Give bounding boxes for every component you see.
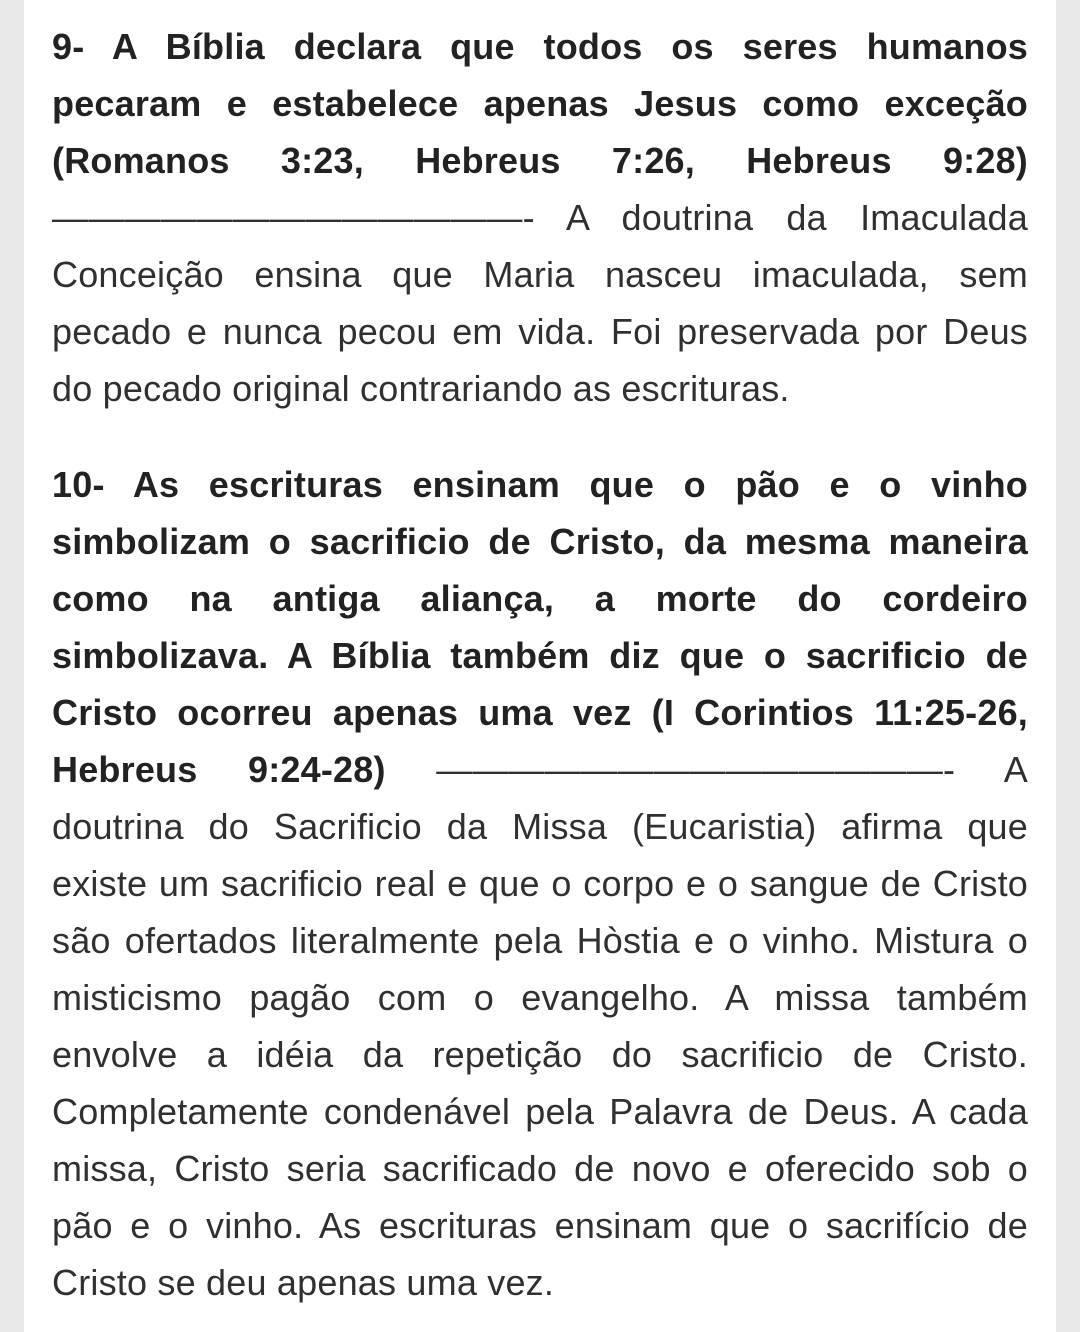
paragraph-10-doctrine: ——————————————- A doutrina do Sacrificio da Missa (Eucaristia) afirma que existe um sacrificio real e que o corpo e o sangue de Cristo são ofertados literalmente pela Hòstia e o vinho. Mistura o misticismo pagão com o evangelho. A missa também envolve a idéia da repetição do sacrificio de Cristo. Completamente condenável pela Palavra de Deus. A cada missa, Cristo seria sacrificado de novo e oferecido sob o pão e o vinho. As escrituras ensinam que o sacrifício de Cristo se deu apenas uma vez. — [52, 749, 1029, 1303]
paragraph-9-statement: 9- A Bíblia declara que todos os seres humanos pecaram e estabelece apenas Jesus como exceção (Romanos 3:23, Hebreus 7:26, Hebreus 9:28) — [52, 26, 1028, 181]
paragraph-9-doctrine: —————————————- A doutrina da Imaculada Conceição ensina que Maria nasceu imaculada, sem pecado e nunca pecou em vida. Foi preservada por Deus do pecado original contrariando as escrituras. — [52, 197, 1028, 409]
paragraph-9 — [52, 18, 1028, 417]
paragraph-10-statement: 10- As escrituras ensinam que o pão e o vinho simbolizam o sacrificio de Cristo, da mesma maneira como na antiga aliança, a morte do cordeiro simbolizava. A Bíblia também diz que o sacrificio de Cristo ocorreu apenas uma vez (I Corintios 11:25-26, Hebreus 9:24-28) — [52, 464, 1028, 790]
paragraph-10 — [52, 456, 1028, 1311]
document-page — [24, 0, 1056, 1332]
